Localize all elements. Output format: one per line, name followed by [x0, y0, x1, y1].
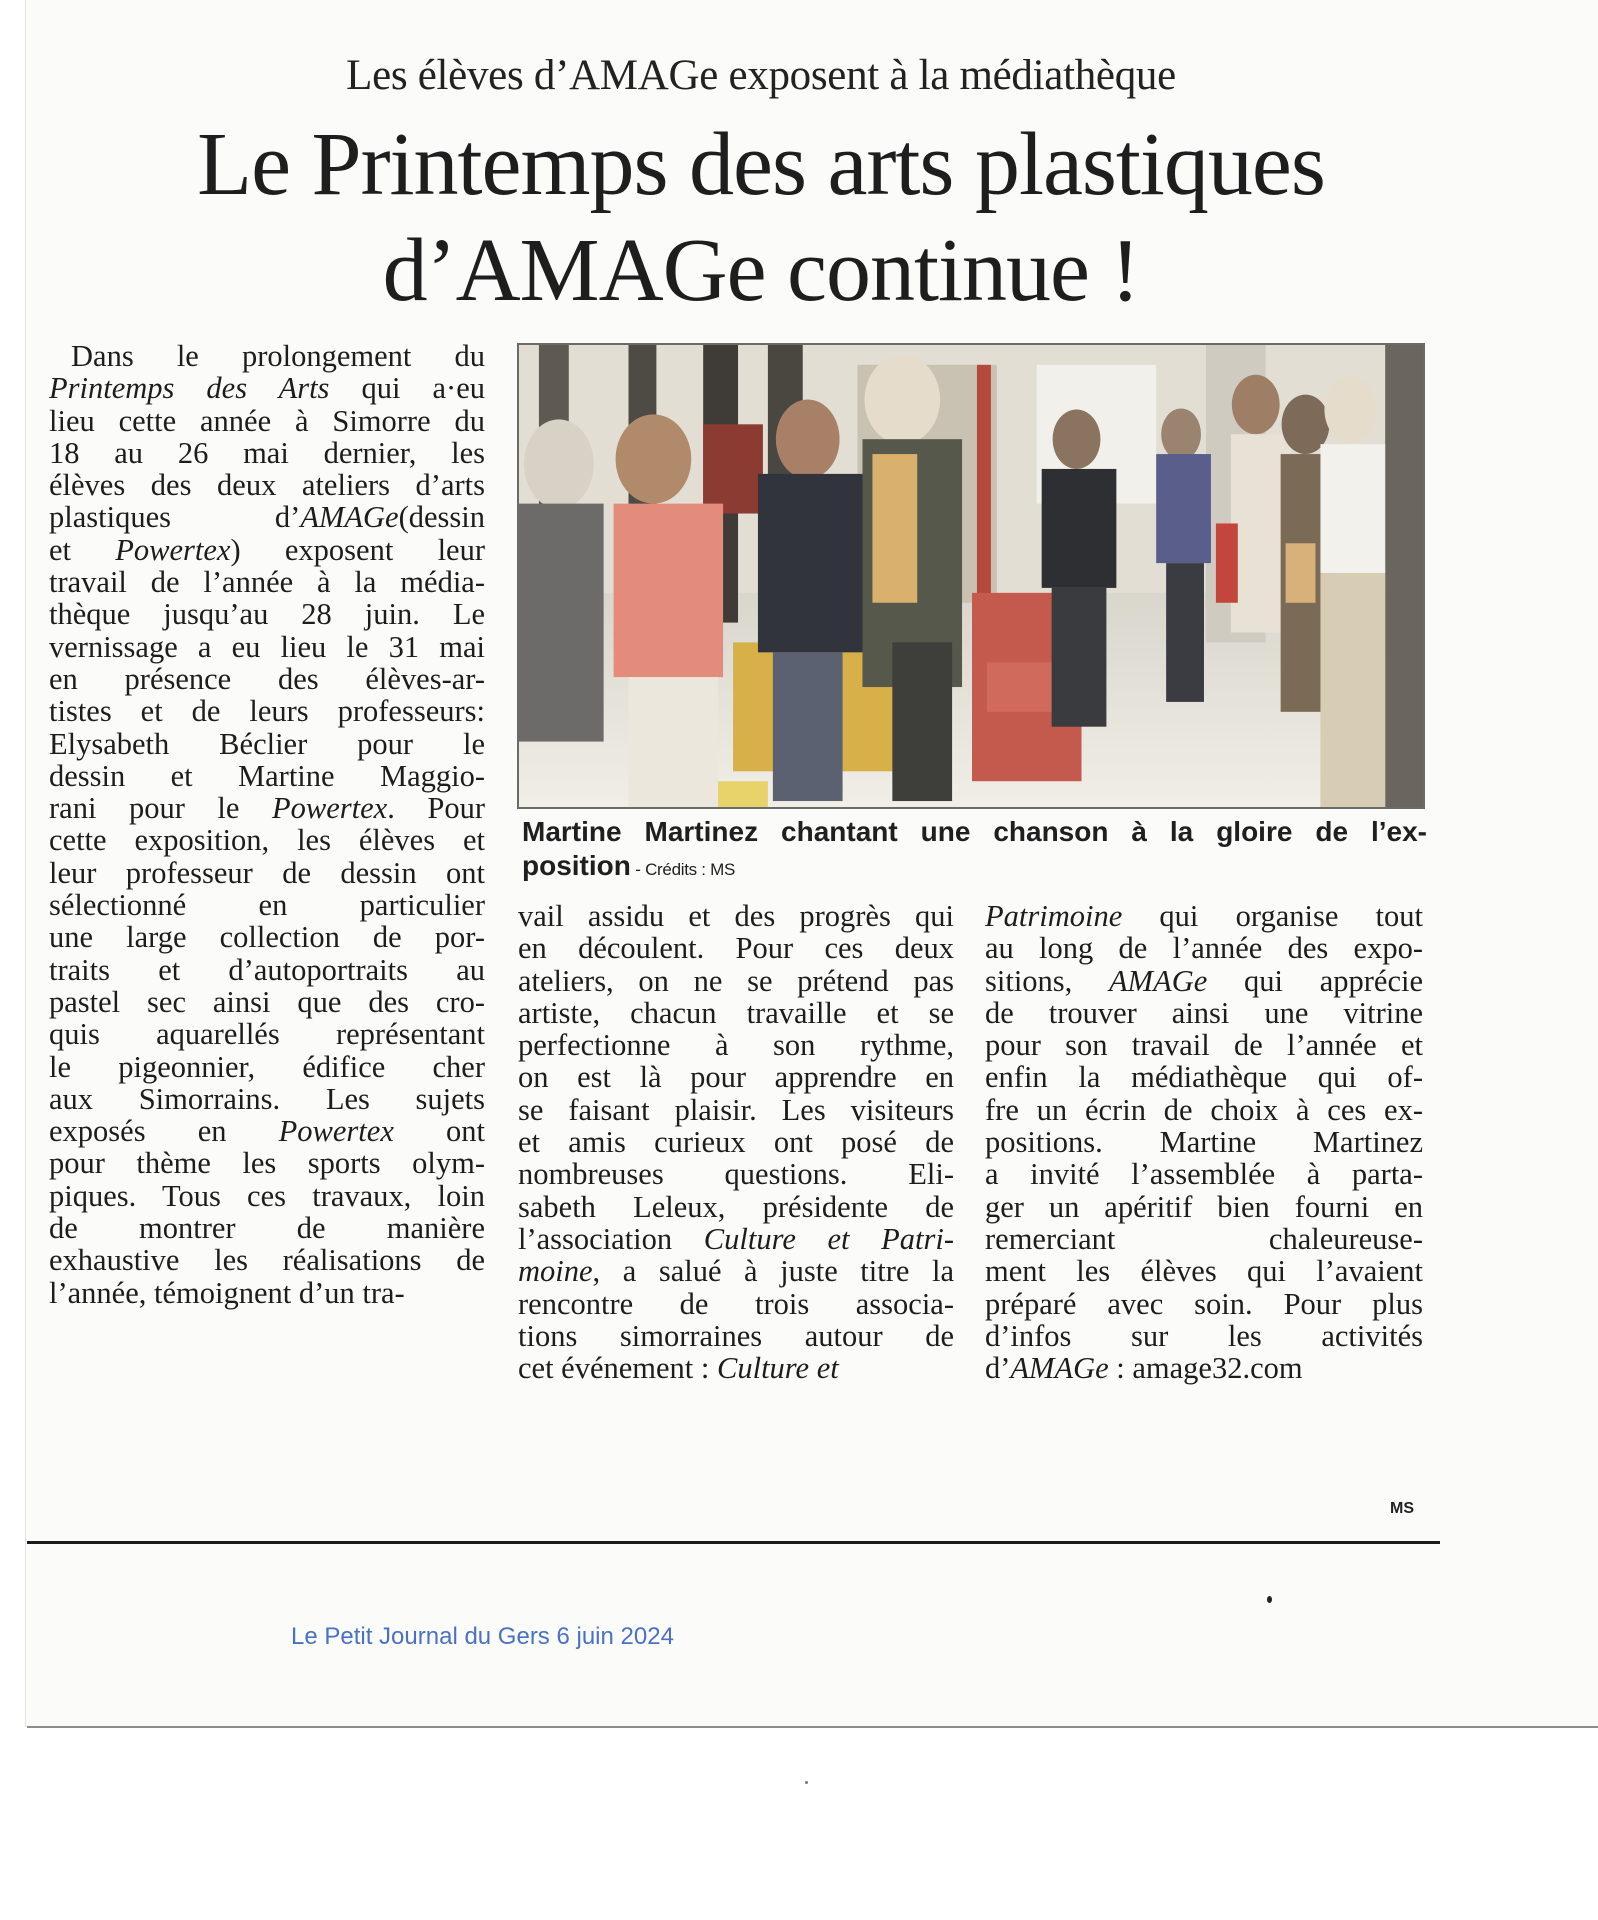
article-text-line: [985, 997, 1423, 1029]
article-text-line: [49, 534, 485, 566]
article-text-line: [985, 1191, 1423, 1223]
article-text-line: [985, 1126, 1423, 1158]
text-run: exhaustive les réalisations de: [49, 1243, 485, 1278]
text-run: pour thème les sports olym-: [49, 1146, 485, 1181]
text-run: d’: [985, 1351, 1011, 1386]
text-run: en présence des élèves-ar-: [49, 661, 485, 696]
article-text-line: [49, 889, 485, 921]
article-text-line: [985, 1094, 1423, 1126]
scan-speck: [805, 1781, 808, 1784]
article-text-line: [518, 932, 954, 964]
article-text-line: [49, 1244, 485, 1276]
article-text-line: [49, 340, 485, 372]
text-run: une large collection de por-: [49, 920, 485, 955]
text-run: positions. Martine Martinez: [985, 1125, 1423, 1160]
photo-image: [519, 345, 1423, 807]
text-run: sabeth Leleux, présidente de: [518, 1189, 954, 1224]
article-text-line: [518, 1288, 954, 1320]
italic-text-run: moine: [518, 1254, 593, 1289]
article-text-line: [49, 1147, 485, 1179]
caption-line-2: [522, 849, 1427, 887]
text-run: d’infos sur les activités: [985, 1318, 1423, 1353]
article-text-line: [518, 1061, 954, 1093]
text-run: ment les élèves qui l’avaient: [985, 1254, 1423, 1289]
text-run: plastiques d’: [49, 500, 301, 535]
source-citation: Le Petit Journal du Gers 6 juin 2024: [291, 1623, 674, 1650]
text-run: tions simorraines autour de: [518, 1318, 954, 1353]
article-photo: [517, 343, 1425, 809]
text-run: qui apprécie: [1207, 963, 1423, 998]
text-run: remerciant chaleureuse-: [985, 1221, 1423, 1256]
article-text-line: [49, 1083, 485, 1115]
article-text-line: [49, 663, 485, 695]
article-text-line: [49, 1115, 485, 1147]
article-text-line: [49, 598, 485, 630]
text-run: en découlent. Pour ces deux: [518, 931, 954, 966]
headline-line-1: Le Printemps des arts plastiques: [197, 115, 1325, 214]
text-run: vernissage a eu lieu le 31 mai: [49, 629, 485, 664]
article-text-line: [518, 965, 954, 997]
text-run: et amis curieux ont posé de: [518, 1125, 954, 1160]
article-text-line: [49, 792, 485, 824]
author-signature: MS: [1390, 1500, 1414, 1517]
article-text-line: [985, 1288, 1423, 1320]
article-text-line: [985, 1320, 1423, 1352]
text-run: aux Simorrains. Les sujets: [49, 1081, 485, 1116]
text-run: sitions,: [985, 963, 1110, 998]
article-text-line: [49, 405, 485, 437]
article-column-middle: [518, 900, 954, 1384]
article-text-line: [985, 900, 1423, 932]
text-run: exposés en: [49, 1114, 279, 1149]
article-column-left: [49, 340, 485, 1309]
text-run: a invité l’assemblée à parta-: [985, 1157, 1423, 1192]
article-text-line: [49, 728, 485, 760]
text-run: nombreuses questions. Eli-: [518, 1157, 954, 1192]
article-text-line: [49, 824, 485, 856]
text-run: vail assidu et des progrès qui: [518, 899, 954, 933]
article-text-line: [49, 1018, 485, 1050]
text-run: ateliers, on ne se prétend pas: [518, 963, 954, 998]
text-run: enfin la médiathèque qui of-: [985, 1060, 1423, 1095]
text-run: Dans le prolongement du: [71, 339, 485, 373]
text-run: on est là pour apprendre en: [518, 1060, 954, 1095]
text-run: quis aquarellés représentant: [49, 1017, 485, 1052]
article-text-line: [49, 1180, 485, 1212]
text-run: tistes et de leurs professeurs:: [49, 694, 485, 729]
headline-line-2: d’AMAGe continue !: [382, 221, 1140, 320]
text-run: fre un écrin de choix à ces ex-: [985, 1092, 1423, 1127]
text-run: piques. Tous ces travaux, loin: [49, 1178, 485, 1213]
text-run: (dessin: [398, 500, 485, 535]
italic-text-run: Culture et: [717, 1351, 839, 1386]
text-run: thèque jusqu’au 28 juin. Le: [49, 597, 485, 632]
text-run: élèves des deux ateliers d’arts: [49, 468, 485, 503]
italic-text-run: Printemps des Arts: [49, 371, 330, 406]
text-run: le pigeonnier, édifice cher: [49, 1049, 485, 1084]
text-run: leur professeur de dessin ont: [49, 855, 485, 890]
text-run: lieu cette année à Simorre du: [49, 403, 485, 438]
text-run: traits et d’autoportraits au: [49, 952, 485, 987]
article-text-line: [518, 1158, 954, 1190]
text-run: travail de l’année à la média-: [49, 565, 485, 600]
italic-text-run: Culture et Patri-: [703, 1221, 954, 1256]
article-text-line: [49, 954, 485, 986]
article-text-line: [985, 1255, 1423, 1287]
scan-edge-rule: [27, 1726, 1598, 1728]
article-text-line: [49, 372, 485, 404]
article-text-line: [518, 1191, 954, 1223]
article-text-line: [518, 1094, 954, 1126]
text-run: pastel sec ainsi que des cro-: [49, 984, 485, 1019]
text-run: ont: [393, 1114, 485, 1149]
article-headline: [26, 112, 1496, 324]
scan-speck: [1267, 1596, 1272, 1603]
text-run: ger un apéritif bien fourni en: [985, 1189, 1423, 1224]
article-text-line: [985, 1029, 1423, 1061]
article-text-line: [518, 1223, 954, 1255]
text-run: cet événement :: [518, 1351, 717, 1386]
article-text-line: [518, 1126, 954, 1158]
article-text-line: [49, 1277, 485, 1309]
article-text-line: [49, 631, 485, 663]
article-text-line: [49, 1212, 485, 1244]
text-run: et: [49, 532, 116, 567]
caption-line-2-text: position: [522, 850, 631, 881]
article-text-line: [49, 501, 485, 533]
italic-text-run: Patrimoine: [985, 899, 1123, 933]
article-text-line: [985, 1352, 1423, 1384]
article-text-line: [985, 932, 1423, 964]
article-text-line: [518, 1352, 954, 1384]
article-text-line: [49, 469, 485, 501]
article-text-line: [985, 1158, 1423, 1190]
article-text-line: [518, 1029, 954, 1061]
text-run: : amage32.com: [1108, 1351, 1303, 1386]
article-text-line: [985, 1223, 1423, 1255]
text-run: perfectionne à son rythme,: [518, 1028, 954, 1063]
text-run: l’association: [518, 1221, 704, 1256]
text-run: de trouver ainsi une vitrine: [985, 995, 1423, 1030]
article-text-line: [49, 921, 485, 953]
text-run: 18 au 26 mai dernier, les: [49, 435, 485, 470]
italic-text-run: AMAGe: [1109, 963, 1208, 998]
text-run: sélectionné en particulier: [49, 888, 485, 923]
article-text-line: [49, 857, 485, 889]
text-run: rani pour le: [49, 791, 272, 826]
text-run: ) exposent leur: [230, 532, 485, 567]
text-run: se faisant plaisir. Les visiteurs: [518, 1092, 954, 1127]
article-kicker: Les élèves d’AMAGe exposent à la médiathèque: [346, 52, 1176, 99]
text-run: au long de l’année des expo-: [985, 931, 1423, 966]
photo-caption: [522, 815, 1427, 887]
article-bottom-rule: [27, 1541, 1440, 1544]
italic-text-run: Powertex: [115, 532, 231, 567]
article-text-line: [49, 695, 485, 727]
text-run: Elysabeth Béclier pour le: [49, 726, 485, 761]
article-column-right: [985, 900, 1423, 1384]
text-run: pour son travail de l’année et: [985, 1028, 1423, 1063]
article-text-line: [49, 760, 485, 792]
text-run: rencontre de trois associa-: [518, 1286, 954, 1321]
article-text-line: [985, 1061, 1423, 1093]
caption-line-1: Martine Martinez chantant une chanson à la gloire de l’ex-: [522, 816, 1427, 847]
article-text-line: [49, 437, 485, 469]
photo-credit: - Crédits : MS: [630, 860, 735, 879]
text-run: . Pour: [387, 791, 485, 826]
italic-text-run: AMAGe: [1010, 1351, 1109, 1386]
text-run: dessin et Martine Maggio-: [49, 758, 485, 793]
article-text-line: [518, 997, 954, 1029]
italic-text-run: Powertex: [278, 1114, 394, 1149]
text-run: qui a·eu: [329, 371, 485, 406]
italic-text-run: AMAGe: [300, 500, 399, 535]
article-text-line: [985, 965, 1423, 997]
text-run: qui organise tout: [1122, 899, 1423, 933]
article-text-line: [518, 1255, 954, 1287]
article-text-line: [518, 900, 954, 932]
text-run: , a salué à juste titre la: [592, 1254, 954, 1289]
article-text-line: [49, 1051, 485, 1083]
text-run: préparé avec soin. Pour plus: [985, 1286, 1423, 1321]
text-run: de montrer de manière: [49, 1211, 485, 1246]
text-run: l’année, témoignent d’un tra-: [49, 1275, 405, 1310]
italic-text-run: Powertex: [272, 791, 388, 826]
article-text-line: [49, 566, 485, 598]
article-text-line: [49, 986, 485, 1018]
text-run: cette exposition, les élèves et: [49, 823, 485, 858]
text-run: artiste, chacun travaille et se: [518, 995, 954, 1030]
article-text-line: [518, 1320, 954, 1352]
